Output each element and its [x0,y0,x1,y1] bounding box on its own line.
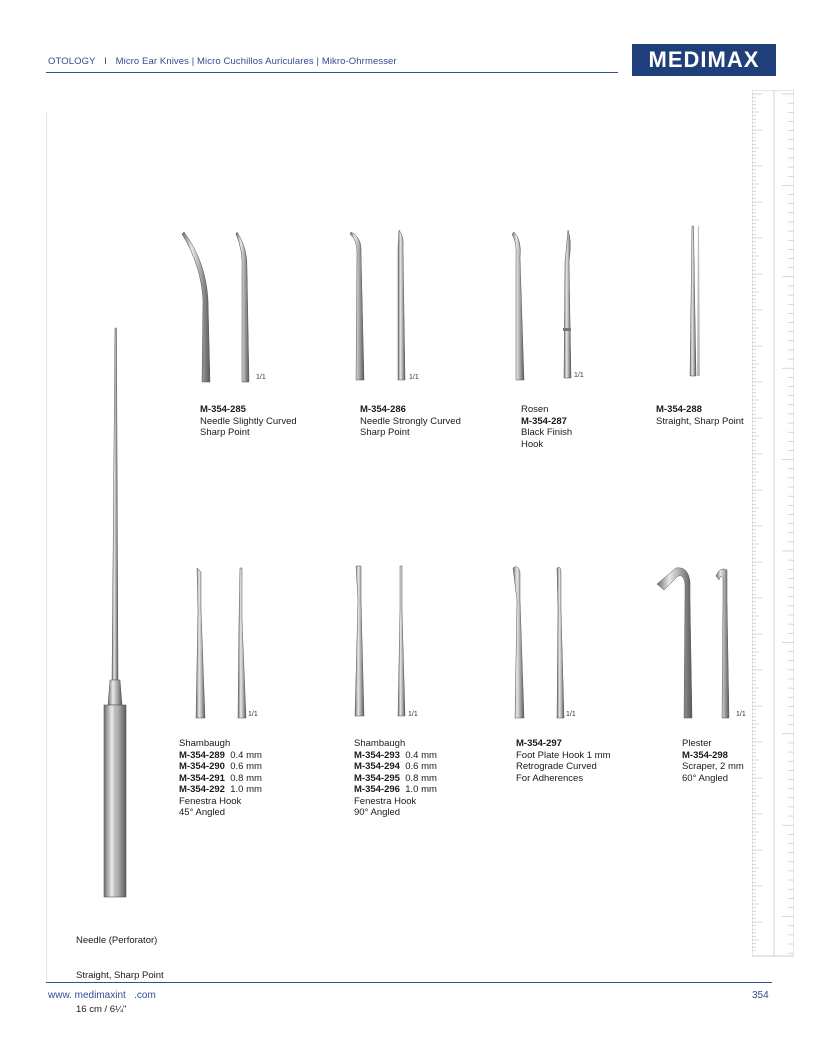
product-desc: Sharp Point [360,427,410,438]
product-label-289 [179,738,262,819]
instrument-298-drawing [657,568,729,718]
product-code: M-354-291 [179,772,225,784]
product-desc: For Adherences [516,772,584,784]
scale-label: 1/1 [409,374,419,381]
product-desc: Fenestra Hook [354,795,417,807]
product-desc: Shambaugh [354,738,406,749]
product-desc: 0.8 mm [399,772,437,784]
header-separator: I [104,56,107,67]
product-line [354,807,437,819]
scale-label: 1/1 [256,374,266,381]
scale-label: 1/1 [248,711,258,718]
product-code: M-354-298 [682,749,728,761]
instrument-289-drawing [196,568,246,718]
perforator-needle-drawing [104,328,126,897]
product-line [656,416,744,428]
product-desc: 45° Angled [179,807,226,818]
product-line [360,427,461,439]
product-line [179,738,262,750]
product-desc: Straight, Sharp Point [656,415,744,427]
scale-label: 1/1 [736,711,746,718]
product-line [682,761,744,773]
instrument-297-drawing [513,567,564,718]
instrument-288-drawing [690,226,700,376]
product-line [354,738,437,750]
product-line [179,761,262,773]
product-line [354,761,437,773]
product-label-293 [354,738,437,819]
product-desc: Fenestra Hook [179,795,242,807]
product-line [179,807,262,819]
product-label-286 [360,404,461,439]
product-line [354,773,437,785]
product-desc: Black Finish [521,427,573,438]
product-desc: 0.6 mm [224,761,262,772]
perforator-label [76,912,164,1027]
product-line [516,738,611,750]
product-line [521,439,572,451]
product-line [682,738,744,750]
product-line [682,750,744,762]
product-line [354,750,437,762]
product-code: M-354-288 [656,404,702,415]
product-line [516,750,611,762]
product-line [360,404,461,416]
product-desc: Shambaugh [179,738,231,749]
product-desc: 60° Angled [682,772,729,784]
product-desc: 90° Angled [354,807,401,818]
perforator-line: Straight, Sharp Point [76,969,164,981]
product-code: M-354-285 [200,404,246,415]
product-line [516,773,611,785]
scale-label: 1/1 [574,372,584,379]
product-line [354,796,437,808]
product-line [354,784,437,796]
product-line [521,404,572,416]
product-code: M-354-294 [354,761,400,772]
product-line [200,404,297,416]
header-title: Micro Ear Knives | Micro Cuchillos Auriculares | Mikro-Ohrmesser [115,56,397,67]
measurement-ruler [752,90,794,960]
perforator-line: Needle (Perforator) [76,935,158,946]
instrument-285-drawing [182,232,249,382]
product-label-287 [521,404,572,450]
product-line [179,796,262,808]
product-line [200,427,297,439]
footer-url[interactable]: www. medimaxint .com [48,990,156,1001]
product-line [516,761,611,773]
product-code: M-354-290 [179,761,225,772]
product-desc: Needle Slightly Curved [200,415,297,427]
instrument-293-drawing [355,566,405,716]
product-desc: 0.6 mm [399,761,437,772]
product-label-298 [682,738,744,784]
product-desc: Needle Strongly Curved [360,415,461,427]
product-label-297 [516,738,611,784]
product-code: M-354-289 [179,749,225,761]
product-label-285 [200,404,297,439]
product-desc: Plester [682,738,712,749]
product-desc: 0.8 mm [224,772,262,784]
product-desc: Hook [521,438,544,450]
product-line [521,416,572,428]
instrument-287-drawing [512,230,571,380]
product-desc: 0.4 mm [224,749,262,761]
medimax-logo: MEDIMAX [632,44,776,76]
product-code: M-354-297 [516,738,562,749]
product-code: M-354-295 [354,772,400,784]
product-line [200,416,297,428]
header-section: OTOLOGY [48,56,96,67]
product-desc: Foot Plate Hook 1 mm [516,749,611,761]
product-code: M-354-293 [354,749,400,761]
product-line [521,427,572,439]
product-desc: 1.0 mm [399,784,437,795]
product-desc: 0.4 mm [399,749,437,761]
scale-label: 1/1 [408,711,418,718]
instrument-286-drawing [350,230,405,380]
product-desc: 1.0 mm [224,784,262,795]
footer-divider [46,982,772,983]
scale-label: 1/1 [566,711,576,718]
product-line [682,773,744,785]
product-code: M-354-287 [521,415,567,427]
product-line [179,773,262,785]
page-number: 354 [752,990,769,1001]
product-line [179,750,262,762]
product-code: M-354-296 [354,784,400,795]
product-code: M-354-286 [360,404,406,415]
product-desc: Scraper, 2 mm [682,761,744,772]
product-line [179,784,262,796]
product-code: M-354-292 [179,784,225,795]
product-label-288 [656,404,744,427]
product-line [360,416,461,428]
product-desc: Retrograde Curved [516,761,597,772]
product-line [656,404,744,416]
product-desc: Sharp Point [200,427,250,438]
product-desc: Rosen [521,404,549,415]
perforator-line: 16 cm / 6¼" [76,1004,127,1015]
